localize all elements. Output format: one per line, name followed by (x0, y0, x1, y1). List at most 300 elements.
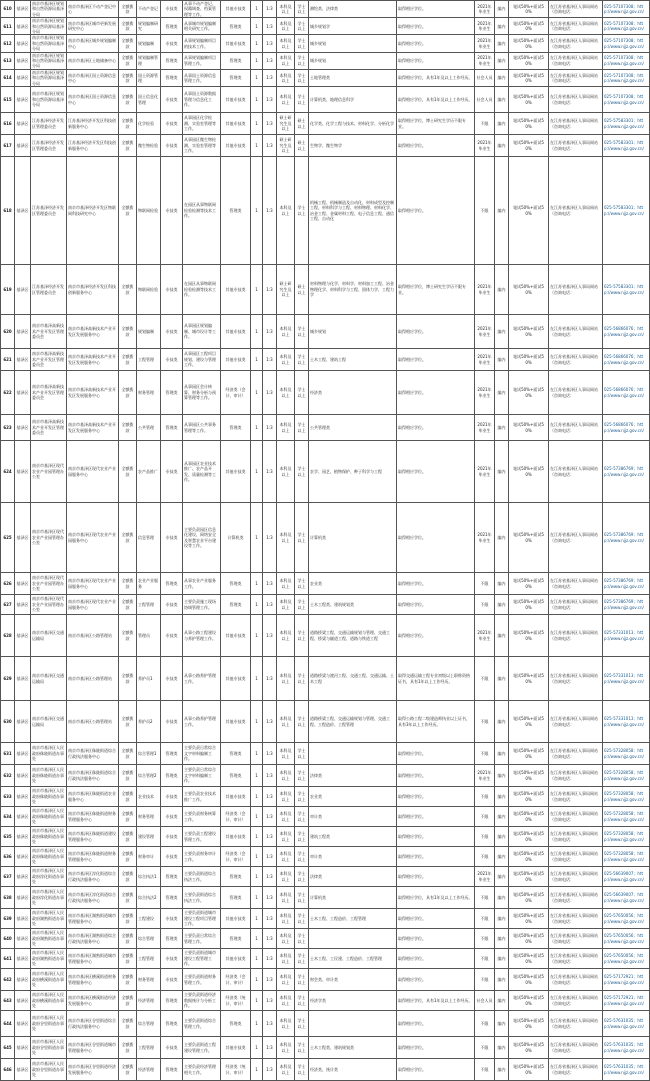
cell-exam-type: 其他专技类 (221, 701, 251, 743)
cell-contact-tel[interactable]: 025-56866076；http://www.njjz.gov.cn/ (603, 415, 650, 441)
cell-exam-method: 笔试50%+面试50% (509, 615, 549, 657)
cell-contact-tel[interactable]: 025-56866076；http://www.njjz.gov.cn/ (603, 371, 650, 415)
table-row (1, 1, 650, 18)
cell-duties: 主要负责街道经济数据统计与分析工作。 (183, 991, 221, 1011)
cell-degree: 学士以上 (295, 573, 309, 595)
cell-contact-tel[interactable]: 025-57331013；http://www.njjz.gov.cn/ (603, 657, 650, 701)
cell-education: 本科及以上 (277, 441, 295, 503)
cell-requirements: 取得相应学位。 (397, 441, 475, 503)
cell-requirements: 取得相应学位，具有1年及以上工作经历。 (397, 87, 475, 113)
cell-major: 城乡规划 (309, 52, 397, 69)
cell-major: 道路桥梁工程、交通运输规划与管理、交通工程、工程造价、工程管理 (309, 701, 397, 743)
cell-major: 经济类、统计类 (309, 1059, 397, 1081)
cell-duties: 从事国土资源数据管理与信息化工作。 (183, 87, 221, 113)
cell-post-category: 管理类 (161, 887, 183, 909)
cell-row-id: 644 (1, 1011, 15, 1037)
cell-exam-type: 计算机类 (221, 503, 251, 573)
cell-degree: 学士以上 (295, 887, 309, 909)
cell-row-id: 638 (1, 887, 15, 909)
cell-contact-tel[interactable]: 025-57650056；http://www.njjz.gov.cn/ (603, 949, 650, 969)
cell-requirements: 取得相应学位。 (397, 595, 475, 615)
cell-degree: 学士以上 (295, 1059, 309, 1081)
cell-contact-tel[interactable]: 025-57386769；http://www.njjz.gov.cn/ (603, 573, 650, 595)
cell-candidate-type: 2021年毕业生 (475, 1, 495, 18)
cell-requirements: 取得相应学位。 (397, 573, 475, 595)
cell-contact-tel[interactable]: 025-57107308；http://www.njjz.gov.cn/ (603, 35, 650, 52)
cell-exam-type: 管理类 (221, 765, 251, 787)
cell-major: 测绘类、法律类 (309, 1, 397, 18)
cell-contact-tel[interactable]: 025-57107308；http://www.njjz.gov.cn/ (603, 52, 650, 69)
cell-row-id: 627 (1, 595, 15, 615)
table-row (1, 991, 650, 1011)
cell-funding: 全额拨款 (119, 69, 137, 86)
cell-ratio: 1:3 (263, 415, 277, 441)
cell-funding: 全额拨款 (119, 765, 137, 787)
cell-degree: 学士以上 (295, 18, 309, 35)
cell-exam-method: 笔试50%+面试50% (509, 441, 549, 503)
cell-education: 本科及以上 (277, 1037, 295, 1059)
cell-row-id: 643 (1, 991, 15, 1011)
table-row (1, 615, 650, 657)
cell-post-category: 专技类 (161, 595, 183, 615)
cell-contact-note: 在江苏省基泽区人事局网站（咨询电话： (549, 87, 603, 113)
cell-major: 土地管理类 (309, 69, 397, 86)
cell-funding: 全额拨款 (119, 743, 137, 765)
cell-establishment: 编内 (495, 18, 509, 35)
cell-funding: 全额拨款 (119, 867, 137, 887)
cell-major: 审计类 (309, 807, 397, 827)
cell-candidate-type: 2021年毕业生 (475, 415, 495, 441)
cell-unit: 南京市基泽区湖熟街道城市管理服务中心 (67, 949, 119, 969)
cell-candidate-type: 2021年毕业生 (475, 18, 495, 35)
cell-post-name: 财务管理 (137, 969, 161, 991)
cell-exam-method: 笔试50%+面试50% (509, 949, 549, 969)
cell-exam-type: 管理类 (221, 52, 251, 69)
cell-headcount: 1 (251, 415, 263, 441)
cell-candidate-type: 2021年毕业生 (475, 52, 495, 69)
cell-contact-tel[interactable]: 025-57107308；http://www.njjz.gov.cn/ (603, 1, 650, 18)
cell-post-name: 农业技术 (137, 787, 161, 807)
cell-exam-type: 管理类 (221, 415, 251, 441)
cell-funding: 全额拨款 (119, 787, 137, 807)
cell-funding: 全额拨款 (119, 371, 137, 415)
cell-contact-tel[interactable]: 025-57631035；http://www.njjz.gov.cn/ (603, 1059, 650, 1081)
cell-contact-tel[interactable]: 025-57386769；http://www.njjz.gov.cn/ (603, 441, 650, 503)
cell-education: 本科及以上 (277, 949, 295, 969)
cell-contact-tel[interactable]: 025-56639007；http://www.njjz.gov.cn/ (603, 887, 650, 909)
cell-requirements: 取得相应学位。 (397, 35, 475, 52)
cell-degree: 学士以上 (295, 503, 309, 573)
cell-contact-tel[interactable]: 025-57328058；http://www.njjz.gov.cn/ (603, 847, 650, 867)
cell-exam-type: 其他专技类 (221, 1037, 251, 1059)
cell-ratio: 1:3 (263, 1037, 277, 1059)
table-row (1, 657, 650, 701)
table-row (1, 35, 650, 52)
cell-ratio: 1:3 (263, 573, 277, 595)
cell-contact-note: 在江苏省基泽区人事局网站（咨询电话： (549, 887, 603, 909)
cell-headcount: 1 (251, 701, 263, 743)
cell-post-category: 专技类 (161, 157, 183, 265)
cell-post-category: 管理类 (161, 1059, 183, 1081)
cell-funding: 全额拨款 (119, 573, 137, 595)
cell-department: 江苏基泽经济开发区管理委员会 (31, 113, 67, 135)
cell-establishment: 编内 (495, 441, 509, 503)
cell-post-name: 综合执法2 (137, 887, 161, 909)
cell-headcount: 1 (251, 35, 263, 52)
table-row (1, 743, 650, 765)
cell-unit: 南京市基泽高新技术产业开发区发展服务中心 (67, 315, 119, 349)
cell-major: 城乡规划学 (309, 18, 397, 35)
cell-headcount: 1 (251, 949, 263, 969)
cell-candidate-type: 社会人员 (475, 87, 495, 113)
cell-post-category: 管理类 (161, 52, 183, 69)
cell-contact-tel[interactable]: 025-57331013；http://www.njjz.gov.cn/ (603, 615, 650, 657)
cell-contact-note: 在江苏省基泽区人事局网站（咨询电话： (549, 743, 603, 765)
cell-exam-method: 笔试50%+面试50% (509, 113, 549, 135)
cell-education: 本科及以上 (277, 1011, 295, 1037)
cell-degree: 学士以上 (295, 157, 309, 265)
cell-candidate-type: 不限 (475, 1011, 495, 1037)
cell-contact-tel[interactable]: 025-57583301；http://www.njjz.gov.cn/ (603, 157, 650, 265)
cell-district: 基泽区 (15, 867, 31, 887)
cell-contact-tel[interactable]: 025-56866076；http://www.njjz.gov.cn/ (603, 315, 650, 349)
cell-post-name: 经济管理 (137, 1059, 161, 1081)
cell-ratio: 1:3 (263, 18, 277, 35)
cell-exam-method: 笔试50%+面试50% (509, 765, 549, 787)
cell-education: 硕士研究生及以上 (277, 113, 295, 135)
cell-establishment: 编内 (495, 157, 509, 265)
cell-ratio: 1:3 (263, 615, 277, 657)
cell-education: 本科及以上 (277, 827, 295, 847)
cell-candidate-type: 不限 (475, 595, 495, 615)
cell-headcount: 1 (251, 615, 263, 657)
cell-duties: 从事园区公共事务管理等工作。 (183, 415, 221, 441)
cell-contact-tel[interactable]: 025-57328058；http://www.njjz.gov.cn/ (603, 743, 650, 765)
cell-establishment: 编内 (495, 929, 509, 949)
cell-contact-note: 在江苏省基泽区人事局网站（咨询电话： (549, 847, 603, 867)
cell-unit: 南京市基泽经济开发区科技创新服务中心 (67, 265, 119, 315)
cell-department: 南京市基泽区规划和自然资源局基泽分局 (31, 87, 67, 113)
cell-post-name: 管理员 (137, 615, 161, 657)
cell-post-category: 管理类 (161, 18, 183, 35)
cell-row-id: 640 (1, 929, 15, 949)
cell-requirements: 取得相应学位。 (397, 157, 475, 265)
cell-education: 本科及以上 (277, 87, 295, 113)
cell-unit: 南京市基泽区湖熟街道综合行政执法服务中心 (67, 929, 119, 949)
cell-ratio: 1:3 (263, 87, 277, 113)
cell-degree: 学士以上 (295, 909, 309, 929)
cell-row-id: 629 (1, 657, 15, 701)
cell-department: 南京市基泽区规划和自然资源局基泽分局 (31, 1, 67, 18)
cell-post-category: 专技类 (161, 615, 183, 657)
cell-ratio: 1:3 (263, 701, 277, 743)
cell-requirements: 取得相应学位。 (397, 503, 475, 573)
cell-contact-tel[interactable]: 025-57631035；http://www.njjz.gov.cn/ (603, 1011, 650, 1037)
cell-ratio: 1:3 (263, 69, 277, 86)
cell-duties: 主要负责工程建设管理工作。 (183, 827, 221, 847)
cell-headcount: 1 (251, 1037, 263, 1059)
table-row (1, 371, 650, 415)
cell-establishment: 编内 (495, 415, 509, 441)
cell-degree: 学士以上 (295, 315, 309, 349)
cell-candidate-type: 不限 (475, 1059, 495, 1081)
cell-district: 基泽区 (15, 69, 31, 86)
cell-district: 基泽区 (15, 765, 31, 787)
cell-row-id: 624 (1, 441, 15, 503)
cell-unit: 南京市基泽区淳化街道综合行政执法服务中心 (67, 887, 119, 909)
cell-department: 南京市基泽区交通运输局 (31, 657, 67, 701)
cell-post-category: 管理类 (161, 1011, 183, 1037)
cell-contact-tel[interactable]: 025-56866076；http://www.njjz.gov.cn/ (603, 349, 650, 371)
cell-row-id: 639 (1, 909, 15, 929)
cell-exam-method: 笔试50%+面试50% (509, 1059, 549, 1081)
cell-contact-tel[interactable]: 025-57107308；http://www.njjz.gov.cn/ (603, 18, 650, 35)
cell-row-id: 628 (1, 615, 15, 657)
cell-requirements: 取得相应学位，具有1年及以上工作经历。 (397, 991, 475, 1011)
cell-contact-tel[interactable]: 025-57107308；http://www.njjz.gov.cn/ (603, 87, 650, 113)
cell-establishment: 编内 (495, 315, 509, 349)
cell-unit: 南京市基泽区国土资源信息中心 (67, 87, 119, 113)
cell-district: 基泽区 (15, 135, 31, 157)
cell-duties: 在园区从事物联网检验检测等技术工作。 (183, 157, 221, 265)
cell-row-id: 613 (1, 52, 15, 69)
cell-contact-note: 在江苏省基泽区人事局网站（咨询电话： (549, 265, 603, 315)
cell-headcount: 1 (251, 349, 263, 371)
cell-row-id: 621 (1, 349, 15, 371)
cell-contact-tel[interactable]: 025-57331013；http://www.njjz.gov.cn/ (603, 701, 650, 743)
cell-ratio: 1:3 (263, 595, 277, 615)
cell-exam-type: 经济类（会计、审计） (221, 807, 251, 827)
cell-establishment: 编内 (495, 615, 509, 657)
cell-duties: 主要负责经济管理相关工作。 (183, 1059, 221, 1081)
cell-unit: 南京市基泽区秣陵街道财务管理服务中心 (67, 847, 119, 867)
cell-ratio: 1:3 (263, 113, 277, 135)
cell-post-category: 管理类 (161, 867, 183, 887)
cell-row-id: 619 (1, 265, 15, 315)
cell-exam-method: 笔试50%+面试50% (509, 807, 549, 827)
cell-contact-tel[interactable]: 025-57386769；http://www.njjz.gov.cn/ (603, 595, 650, 615)
cell-post-category: 专技类 (161, 827, 183, 847)
cell-exam-type: 其他专技类 (221, 787, 251, 807)
cell-candidate-type: 不限 (475, 909, 495, 929)
cell-requirements: 取得相应学位。 (397, 929, 475, 949)
cell-department: 南京市基泽高新技术产业开发区管理委员会 (31, 415, 67, 441)
cell-degree: 学士以上 (295, 371, 309, 415)
cell-unit: 南京市基泽区横溪街道财务管理服务中心 (67, 969, 119, 991)
cell-requirements: 取得相应学位。 (397, 765, 475, 787)
cell-contact-tel[interactable]: 025-57583301；http://www.njjz.gov.cn/ (603, 113, 650, 135)
cell-row-id: 612 (1, 35, 15, 52)
cell-post-name: 综合管理 (137, 1011, 161, 1037)
cell-candidate-type: 不限 (475, 657, 495, 701)
cell-major: 城乡规划 (309, 315, 397, 349)
cell-major: 农业类 (309, 787, 397, 807)
cell-contact-tel[interactable]: 025-57172921；http://www.njjz.gov.cn/ (603, 991, 650, 1011)
table-row (1, 69, 650, 86)
cell-department: 南京市基泽高新技术产业开发区管理委员会 (31, 349, 67, 371)
cell-degree: 学士以上 (295, 807, 309, 827)
cell-candidate-type: 不限 (475, 743, 495, 765)
cell-district: 基泽区 (15, 929, 31, 949)
cell-contact-note: 在江苏省基泽区人事局网站（咨询电话： (549, 1059, 603, 1081)
cell-post-name: 综合管理1 (137, 743, 161, 765)
cell-major: 道路桥梁工程、交通运输规划与管理、交通工程、桥梁与隧道工程、道路与铁道工程 (309, 615, 397, 657)
cell-requirements: 取得交通运输工程专业初级以上职称资格证书，具有1年以上工作经历。 (397, 657, 475, 701)
cell-exam-type: 其他专技类 (221, 441, 251, 503)
cell-headcount: 1 (251, 52, 263, 69)
table-row (1, 18, 650, 35)
cell-education: 本科及以上 (277, 415, 295, 441)
cell-establishment: 编内 (495, 52, 509, 69)
cell-contact-tel[interactable]: 025-57328058；http://www.njjz.gov.cn/ (603, 807, 650, 827)
cell-contact-tel[interactable]: 025-57650056；http://www.njjz.gov.cn/ (603, 929, 650, 949)
cell-requirements: 取得相应学位。 (397, 909, 475, 929)
cell-ratio: 1:3 (263, 135, 277, 157)
cell-contact-tel[interactable]: 025-57386769；http://www.njjz.gov.cn/ (603, 503, 650, 573)
table-row (1, 909, 650, 929)
cell-post-name: 经济管理 (137, 991, 161, 1011)
cell-post-category: 专技类 (161, 87, 183, 113)
cell-ratio: 1:3 (263, 991, 277, 1011)
cell-post-category: 专技类 (161, 1037, 183, 1059)
table-row (1, 887, 650, 909)
cell-district: 基泽区 (15, 113, 31, 135)
cell-unit: 江苏基泽经济开发区科技创新服务中心 (67, 135, 119, 157)
cell-degree: 硕士以上 (295, 265, 309, 315)
cell-major (309, 929, 397, 949)
cell-headcount: 1 (251, 787, 263, 807)
cell-major: 土木工程类、建筑规划类 (309, 595, 397, 615)
cell-post-name: 规划编制 (137, 315, 161, 349)
cell-exam-type: 管理类 (221, 573, 251, 595)
cell-duties: 从事园区工程项目规划、建设与管理工作。 (183, 349, 221, 371)
cell-major: 道路桥梁与渡河工程、交通工程、交通运输、土木工程 (309, 657, 397, 701)
cell-contact-tel[interactable]: 025-57650056；http://www.njjz.gov.cn/ (603, 909, 650, 929)
cell-headcount: 1 (251, 1059, 263, 1081)
cell-establishment: 编内 (495, 113, 509, 135)
table-row (1, 787, 650, 807)
cell-establishment: 编内 (495, 847, 509, 867)
cell-exam-method: 笔试50%+面试50% (509, 35, 549, 52)
cell-ratio: 1:3 (263, 787, 277, 807)
cell-district: 基泽区 (15, 18, 31, 35)
cell-contact-note: 在江苏省基泽区人事局网站（咨询电话： (549, 909, 603, 929)
cell-funding: 全额拨款 (119, 265, 137, 315)
cell-contact-tel[interactable]: 025-57631035；http://www.njjz.gov.cn/ (603, 1037, 650, 1059)
cell-degree: 学士以上 (295, 827, 309, 847)
cell-ratio: 1:3 (263, 949, 277, 969)
cell-establishment: 编内 (495, 807, 509, 827)
cell-major: 财会类、审计类 (309, 969, 397, 991)
cell-post-name: 工程建设 (137, 909, 161, 929)
cell-education: 本科及以上 (277, 969, 295, 991)
cell-degree: 硕士以上 (295, 113, 309, 135)
cell-unit: 南京市基泽区秣陵街道农业服务中心 (67, 787, 119, 807)
cell-ratio: 1:3 (263, 349, 277, 371)
cell-exam-method: 笔试50%+面试50% (509, 315, 549, 349)
cell-contact-tel[interactable]: 025-56639007；http://www.njjz.gov.cn/ (603, 867, 650, 887)
cell-contact-tel[interactable]: 025-57172921；http://www.njjz.gov.cn/ (603, 969, 650, 991)
cell-education: 本科及以上 (277, 157, 295, 265)
cell-education: 本科及以上 (277, 503, 295, 573)
cell-district: 基泽区 (15, 595, 31, 615)
cell-unit: 南京市基泽区湖熟街道城市管理服务中心 (67, 909, 119, 929)
cell-funding: 全额拨款 (119, 157, 137, 265)
table-row (1, 807, 650, 827)
cell-contact-tel[interactable]: 025-57107308；http://www.njjz.gov.cn/ (603, 69, 650, 86)
cell-candidate-type: 不限 (475, 113, 495, 135)
cell-duties: 主要负责街道城市建设工程管理工作。 (183, 949, 221, 969)
table-row (1, 87, 650, 113)
cell-candidate-type: 不限 (475, 1037, 495, 1059)
cell-contact-tel[interactable]: 025-57328058；http://www.njjz.gov.cn/ (603, 827, 650, 847)
cell-post-name: 财务管理 (137, 371, 161, 415)
cell-exam-method: 笔试50%+面试50% (509, 87, 549, 113)
cell-duties: 从事国土资源信息管理工作。 (183, 69, 221, 86)
cell-headcount: 1 (251, 991, 263, 1011)
table-row (1, 52, 650, 69)
table-row (1, 349, 650, 371)
cell-headcount: 1 (251, 887, 263, 909)
cell-department: 南京市基泽区人民政府横溪街道办事处 (31, 969, 67, 991)
cell-contact-note: 在江苏省基泽区人事局网站（咨询电话： (549, 69, 603, 86)
cell-major: 生物学、微生物学 (309, 135, 397, 157)
cell-unit: 南京市基泽区横溪街道经济发展服务中心 (67, 991, 119, 1011)
cell-row-id: 616 (1, 113, 15, 135)
cell-post-name: 财务审计 (137, 847, 161, 867)
cell-contact-note: 在江苏省基泽区人事局网站（咨询电话： (549, 1011, 603, 1037)
cell-requirements: 取得相应学位。 (397, 867, 475, 887)
cell-funding: 全额拨款 (119, 52, 137, 69)
cell-requirements: 取得相应学位。 (397, 349, 475, 371)
cell-contact-tel[interactable]: 025-57328058；http://www.njjz.gov.cn/ (603, 787, 650, 807)
cell-candidate-type: 不限 (475, 787, 495, 807)
cell-row-id: 636 (1, 847, 15, 867)
cell-post-name: 规划编制 (137, 35, 161, 52)
cell-degree: 学士以上 (295, 657, 309, 701)
cell-row-id: 625 (1, 503, 15, 573)
cell-degree: 学士以上 (295, 52, 309, 69)
table-row (1, 135, 650, 157)
table-row (1, 315, 650, 349)
cell-degree: 学士以上 (295, 69, 309, 86)
cell-contact-tel[interactable]: 025-57583301；http://www.njjz.gov.cn/ (603, 135, 650, 157)
cell-post-category: 专技类 (161, 701, 183, 743)
cell-post-category: 管理类 (161, 415, 183, 441)
cell-exam-method: 笔试50%+面试50% (509, 18, 549, 35)
cell-degree: 学士以上 (295, 1011, 309, 1037)
cell-contact-note: 在江苏省基泽区人事局网站（咨询电话： (549, 701, 603, 743)
cell-exam-type: 经济类（统计、审计） (221, 1059, 251, 1081)
cell-candidate-type: 2021年毕业生 (475, 765, 495, 787)
cell-district: 基泽区 (15, 441, 31, 503)
cell-establishment: 编内 (495, 1037, 509, 1059)
cell-contact-tel[interactable]: 025-57328058；http://www.njjz.gov.cn/ (603, 765, 650, 787)
cell-unit: 南京市基泽区土地储备中心 (67, 52, 119, 69)
cell-exam-type: 经济类（会计、审计） (221, 969, 251, 991)
cell-duties: 主要负责财务核算工作。 (183, 807, 221, 827)
cell-district: 基泽区 (15, 415, 31, 441)
cell-exam-type: 管理类 (221, 867, 251, 887)
cell-district: 基泽区 (15, 1059, 31, 1081)
cell-exam-method: 笔试50%+面试50% (509, 265, 549, 315)
cell-major: 法律类 (309, 765, 397, 787)
cell-post-name: 综合执法1 (137, 867, 161, 887)
cell-exam-type: 其他专技类 (221, 615, 251, 657)
cell-contact-tel[interactable]: 025-57583301；http://www.njjz.gov.cn/ (603, 265, 650, 315)
cell-establishment: 编内 (495, 371, 509, 415)
cell-degree: 学士以上 (295, 595, 309, 615)
